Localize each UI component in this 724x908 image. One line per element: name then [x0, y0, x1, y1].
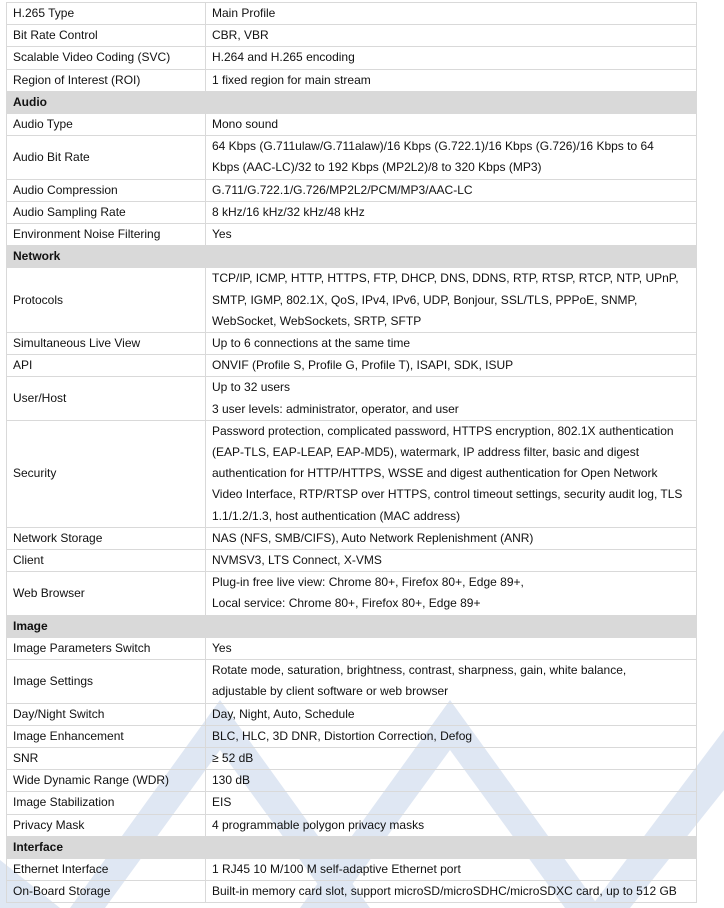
- spec-value: [206, 224, 697, 246]
- spec-value-line: Up to 6 connections at the same time: [212, 336, 411, 351]
- spec-label: API: [7, 355, 206, 377]
- spec-value: [206, 333, 697, 355]
- spec-value: [206, 660, 697, 703]
- spec-row: [7, 201, 697, 223]
- spec-label: Audio Type: [7, 114, 206, 136]
- spec-value: [206, 637, 697, 659]
- spec-label: Scalable Video Coding (SVC): [7, 47, 206, 69]
- spec-row: [7, 420, 697, 527]
- spec-value-line: 130 dB: [212, 773, 251, 788]
- spec-value: [206, 725, 697, 747]
- spec-label: Image Settings: [7, 660, 206, 703]
- spec-value-line: Yes: [212, 227, 232, 242]
- spec-row: [7, 747, 697, 769]
- spec-value-line: ≥ 52 dB: [212, 750, 254, 765]
- spec-row: [7, 179, 697, 201]
- spec-label: Audio Compression: [7, 179, 206, 201]
- spec-value-line: SMTP, IGMP, 802.1X, QoS, IPv4, IPv6, UDP, Bonjour, SSL/TLS, PPPoE, SNMP,: [212, 292, 638, 307]
- spec-label: H.265 Type: [7, 3, 206, 25]
- spec-value-line: CBR, VBR: [212, 28, 269, 43]
- spec-value: [206, 179, 697, 201]
- spec-label: Audio Bit Rate: [7, 136, 206, 179]
- spec-label: Simultaneous Live View: [7, 333, 206, 355]
- spec-row: [7, 114, 697, 136]
- spec-label: Region of Interest (ROI): [7, 69, 206, 91]
- spec-row: [7, 47, 697, 69]
- spec-value-line: TCP/IP, ICMP, HTTP, HTTPS, FTP, DHCP, DNS, DDNS, RTP, RTSP, RTCP, NTP, UPnP,: [212, 271, 679, 286]
- spec-value-line: BLC, HLC, 3D DNR, Distortion Correction, Defog: [212, 728, 473, 743]
- spec-value: [206, 703, 697, 725]
- spec-value: [206, 792, 697, 814]
- spec-value: [206, 814, 697, 836]
- section-title: Audio: [7, 91, 697, 113]
- spec-value-line: 1.1/1.2/1.3, host authentication (MAC address): [212, 508, 461, 523]
- spec-label: Web Browser: [7, 572, 206, 615]
- spec-label: Network Storage: [7, 527, 206, 549]
- spec-row: [7, 69, 697, 91]
- spec-row: [7, 268, 697, 333]
- spec-row: [7, 355, 697, 377]
- spec-row: [7, 881, 697, 903]
- spec-row: [7, 527, 697, 549]
- spec-label: Protocols: [7, 268, 206, 333]
- spec-row: [7, 637, 697, 659]
- spec-label: Client: [7, 550, 206, 572]
- spec-value-line: 4 programmable polygon privacy masks: [212, 817, 425, 832]
- section-header: [7, 615, 697, 637]
- spec-row: [7, 660, 697, 703]
- spec-row: [7, 703, 697, 725]
- spec-value-line: Built-in memory card slot, support microSD/microSDHC/microSDXC card, up to 512 GB: [212, 884, 677, 899]
- spec-value: [206, 268, 697, 333]
- spec-value-line: 3 user levels: administrator, operator, and user: [212, 401, 459, 416]
- spec-label: Image Stabilization: [7, 792, 206, 814]
- spec-row: [7, 792, 697, 814]
- spec-value-line: G.711/G.722.1/G.726/MP2L2/PCM/MP3/AAC-LC: [212, 182, 473, 197]
- spec-value-line: 1 fixed region for main stream: [212, 72, 371, 87]
- spec-value-line: Password protection, complicated password, HTTPS encryption, 802.1X authentication: [212, 423, 674, 438]
- spec-value-line: NVMSV3, LTS Connect, X-VMS: [212, 553, 382, 568]
- spec-value: [206, 858, 697, 880]
- spec-value-line: (EAP-TLS, EAP-LEAP, EAP-MD5), watermark, IP address filter, basic and digest: [212, 445, 640, 460]
- spec-value-line: 64 Kbps (G.711ulaw/G.711alaw)/16 Kbps (G.722.1)/16 Kbps (G.726)/16 Kbps to 64: [212, 139, 654, 154]
- spec-value-line: Plug-in free live view: Chrome 80+, Firefox 80+, Edge 89+,: [212, 575, 524, 590]
- spec-label: User/Host: [7, 377, 206, 420]
- spec-label: SNR: [7, 747, 206, 769]
- spec-row: [7, 858, 697, 880]
- section-header: [7, 836, 697, 858]
- spec-row: [7, 770, 697, 792]
- spec-label: On-Board Storage: [7, 881, 206, 903]
- section-title: Image: [7, 615, 697, 637]
- spec-label: Ethernet Interface: [7, 858, 206, 880]
- spec-value-line: Main Profile: [212, 6, 276, 20]
- spec-value-line: Kbps (AAC-LC)/32 to 192 Kbps (MP2L2)/8 to 320 Kbps (MP3): [212, 160, 542, 175]
- spec-label: Image Parameters Switch: [7, 637, 206, 659]
- spec-label: Day/Night Switch: [7, 703, 206, 725]
- spec-row: [7, 3, 697, 25]
- spec-value: [206, 25, 697, 47]
- section-title: Interface: [7, 836, 697, 858]
- spec-value: [206, 747, 697, 769]
- spec-label: Audio Sampling Rate: [7, 201, 206, 223]
- spec-value: [206, 770, 697, 792]
- spec-value-line: 1 RJ45 10 M/100 M self-adaptive Ethernet port: [212, 861, 461, 876]
- spec-value-line: 8 kHz/16 kHz/32 kHz/48 kHz: [212, 204, 365, 219]
- spec-label: Security: [7, 420, 206, 527]
- spec-row: [7, 136, 697, 179]
- spec-value-line: H.264 and H.265 encoding: [212, 50, 355, 65]
- section-header: [7, 246, 697, 268]
- spec-value: [206, 69, 697, 91]
- spec-value-line: authentication for HTTP/HTTPS, WSSE and digest authentication for Open Network: [212, 466, 658, 481]
- spec-row: [7, 572, 697, 615]
- spec-row: [7, 814, 697, 836]
- spec-value: [206, 47, 697, 69]
- spec-table: [6, 2, 697, 903]
- spec-row: [7, 25, 697, 47]
- spec-label: Wide Dynamic Range (WDR): [7, 770, 206, 792]
- spec-row: [7, 725, 697, 747]
- spec-value-line: Day, Night, Auto, Schedule: [212, 706, 355, 721]
- spec-value: [206, 420, 697, 527]
- spec-value: [206, 572, 697, 615]
- spec-value: [206, 201, 697, 223]
- spec-value-line: ONVIF (Profile S, Profile G, Profile T), ISAPI, SDK, ISUP: [212, 358, 514, 373]
- spec-row: [7, 224, 697, 246]
- spec-label: Bit Rate Control: [7, 25, 206, 47]
- spec-row: [7, 550, 697, 572]
- section-header: [7, 91, 697, 113]
- spec-value-line: WebSocket, WebSockets, SRTP, SFTP: [212, 313, 422, 328]
- spec-label: Image Enhancement: [7, 725, 206, 747]
- spec-value: [206, 527, 697, 549]
- spec-value-line: Mono sound: [212, 117, 279, 132]
- spec-value: [206, 377, 697, 420]
- spec-value: [206, 355, 697, 377]
- spec-value: [206, 136, 697, 179]
- spec-label: Environment Noise Filtering: [7, 224, 206, 246]
- spec-value-line: Up to 32 users: [212, 380, 291, 395]
- spec-value-line: Local service: Chrome 80+, Firefox 80+, Edge 89+: [212, 596, 481, 611]
- spec-value-line: Yes: [212, 640, 232, 655]
- spec-value: [206, 550, 697, 572]
- spec-value: [206, 881, 697, 903]
- spec-value: [206, 114, 697, 136]
- spec-row: [7, 333, 697, 355]
- spec-label: Privacy Mask: [7, 814, 206, 836]
- spec-value-line: Rotate mode, saturation, brightness, contrast, sharpness, gain, white balance,: [212, 663, 627, 678]
- spec-value-line: EIS: [212, 795, 232, 810]
- spec-value-line: NAS (NFS, SMB/CIFS), Auto Network Replenishment (ANR): [212, 530, 534, 545]
- spec-row: [7, 377, 697, 420]
- spec-value: [206, 3, 697, 25]
- spec-value-line: Video Interface, RTP/RTSP over HTTPS, control timeout settings, security audit log, TLS: [212, 487, 683, 502]
- section-title: Network: [7, 246, 697, 268]
- spec-value-line: adjustable by client software or web browser: [212, 684, 449, 699]
